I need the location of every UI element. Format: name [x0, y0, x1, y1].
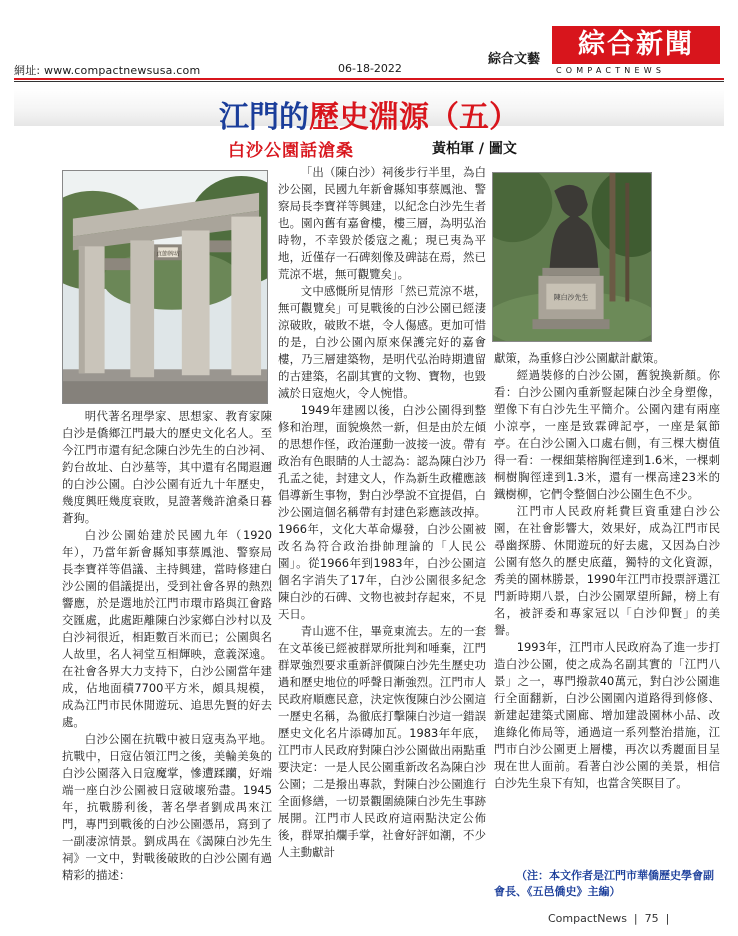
article-title [0, 92, 738, 136]
paragraph: 白沙公園在抗戰中被日寇夷為平地。抗戰中，日寇佔領江門之後，美輪美奐的白沙公園落入日寇魔掌，慘遭蹂躪，好端端一座白沙公園被日寇破壞殆盡。1945年，抗戰勝利後，著名學者劉成禺來江門，專門到戰後的白沙公園憑吊，寫到了一副凄涼情景。劉成禺在《謁陳白沙先生祠》一文中，對戰後破敗的白沙公園有過精彩的描述： [62, 732, 272, 882]
paragraph: 江門市人民政府耗費巨資重建白沙公園，在社會影響大，效果好，成為江門市民尋幽探勝、休閒遊玩的好去處，又因為白沙公園有悠久的歷史底蘊，獨特的文化資源，秀美的園林勝景，1990年江門市投票評選江門新時期八景，白沙公園眾望所歸，榜上有名，被評委和專家冠以「白沙仰賢」的美譽。 [494, 504, 720, 637]
paragraph: 獻策，為重修白沙公園獻計獻策。 [494, 351, 665, 365]
article-byline: 黃柏軍 / 圖文 [432, 141, 517, 157]
paragraph: 經過裝修的白沙公園，舊貌換新顏。你看：白沙公園內重新豎起陳白沙全身塑像，塑像下有白沙先生平簡介。公園內建有兩座小涼亭，一座是致霖碑記亭，一座是氣節亭。在白沙公園入口處右側，有三棵大樹值得一看：一棵細葉榕胸徑達到1.6米，一棵刺桐樹胸徑達到1.3米，還有一棵高達23米的鐵樹柳，它們令整個白沙公園生色不少。 [494, 368, 720, 501]
article-column-2 [278, 164, 486, 861]
footer-separator: | [662, 912, 670, 925]
brand-logo: 綜合新聞 [552, 26, 720, 64]
article-title-part2: 歷史淵源（五） [309, 100, 519, 135]
statue-plaque-text: 陳白沙先生 [553, 293, 589, 302]
paragraph: 文中感慨所見情形「然已荒涼不堪，無可觀覽矣」可見戰後的白沙公園已經淒涼破敗，破敗不堪，令人傷感。更加可惜的是，白沙公園內原來保護完好的嘉會樓，乃三層建築物，是明代弘治時期遺留的古建築，名副其實的文物、寶物，也毀滅於日寇炮火，令人惋惜。 [278, 284, 486, 400]
section-name: 綜合文藝 [488, 52, 541, 67]
header-divider-thin [14, 81, 724, 82]
article-column-1 [62, 408, 272, 884]
footer-separator: | [630, 912, 642, 925]
author-note: （注：本文作者是江門市華僑歷史學會副會長、《五邑僑史》主編） [494, 869, 714, 898]
chen-baisha-statue-photo [492, 172, 652, 342]
site-url: 網址: www.compactnewsusa.com [14, 64, 201, 77]
header-divider [14, 78, 724, 80]
paragraph: 明代著名理學家、思想家、教育家陳白沙是僑鄉江門最大的歷史文化名人。至今江門市還有紀念陳白沙先生的白沙祠、釣台故址、白沙墓等，其中還有名聞遐邇的白沙公園。白沙公園有近九十年歷史，幾度興旺幾度衰敗，見證著幾許滄桑日暮蒼狗。 [62, 409, 272, 525]
paragraph: 1949年建國以後，白沙公園得到整修和治理，面貌煥然一新，但是由於左傾的思想作怪，政治運動一波接一波。帶有政治有色眼睛的人士認為：認為陳白沙乃孔孟之徒，封建文人，作為新生政權應該倡導新生事物，對白沙學說不宜提倡，白沙公園這個名稱帶有封建色彩應該改掉。1966年，文化大革命爆發，白沙公園被改名為符合政治掛帥理論的「人民公園」。從1966年到1983年，白沙公園這個名字消失了17年，白沙公園很多紀念陳白沙的石碑、文物也被封存起來，不見天日。 [278, 403, 486, 621]
arch-plaque-text: 貞節牌坊 [156, 250, 180, 258]
paragraph: 1993年，江門市人民政府為了進一步打造白沙公園，使之成為名副其實的「江門八景」之一，專門撥款40萬元，對白沙公園進行全面翻新，白沙公園園內道路得到修修、新建起建築式園廊、增加建設園林小品、改進綠化佈局等，通過這一系列整治措施，江門市白沙公園更上層樓，再次以秀麗面目呈現在世人面前。看著白沙公園的美景，相信白沙先生泉下有知，也當含笑瞑目了。 [494, 640, 720, 790]
paragraph: 青山遮不住，畢竟東流去。左的一套在文革後已經被群眾所批判和唾棄，江門群眾強烈要求重新評價陳白沙先生歷史功過和歷史地位的呼聲日漸強烈。江門市人民政府順應民意，決定恢復陳白沙公園這一歷史名稱，為徹底打擊陳白沙這一錯誤歷史文化名片添磚加瓦。1983年年底，江門市人民政府對陳白沙公園做出兩點重要決定：一是人民公園重新改名為陳白沙公園；二是撥出專款，對陳白沙公園進行全面修繕，一切景觀圍繞陳白沙先生事跡展開。江門市人民政府這兩點決定公佈後，群眾拍爛手掌，社會好評如潮，不少人主動獻計 [278, 624, 486, 859]
paragraph: 白沙公園始建於民國九年（1920年），乃當年新會縣知事蔡鳳池、警察局長李寶祥等倡議、主持興建，當時修建白沙公園的倡議提出，受到社會各界的熱烈響應，於是選地於江門市環市路與江會路交匯處，此處距離陳白沙家鄉白沙村以及白沙祠很近，相距數百米而已；公園與名人故里，名人祠堂互相輝映，意義深遠。在社會各界大力支持下，白沙公園當年建成，佔地面積7700平方米，頗具規模，成為江門市民休閒遊玩、追思先賢的好去處。 [62, 528, 272, 729]
page-number: 75 [644, 912, 659, 925]
issue-date: 06-18-2022 [338, 62, 402, 75]
memorial-archway-photo [62, 170, 268, 404]
article-title-part1: 江門的 [219, 100, 309, 135]
article-column-3 [494, 350, 720, 792]
page-footer [548, 912, 669, 925]
article-subtitle: 白沙公園話滄桑 [228, 141, 354, 161]
brand-logo-subtitle: COMPACTNEWS [556, 66, 666, 75]
footer-brand: CompactNews [548, 912, 627, 925]
paragraph: 「出（陳白沙）祠後步行半里，為白沙公園，民國九年新會縣知事蔡鳳池、警察局長李寶祥等興建，以紀念白沙先生者也。園內舊有嘉會樓，樓三層，為明弘治時物，不幸毀於倭寇之亂；現已夷為平地，近僅存一石碑刻像及碑誌在焉，然已荒涼不堪，無可觀覽矣」。 [278, 165, 486, 281]
